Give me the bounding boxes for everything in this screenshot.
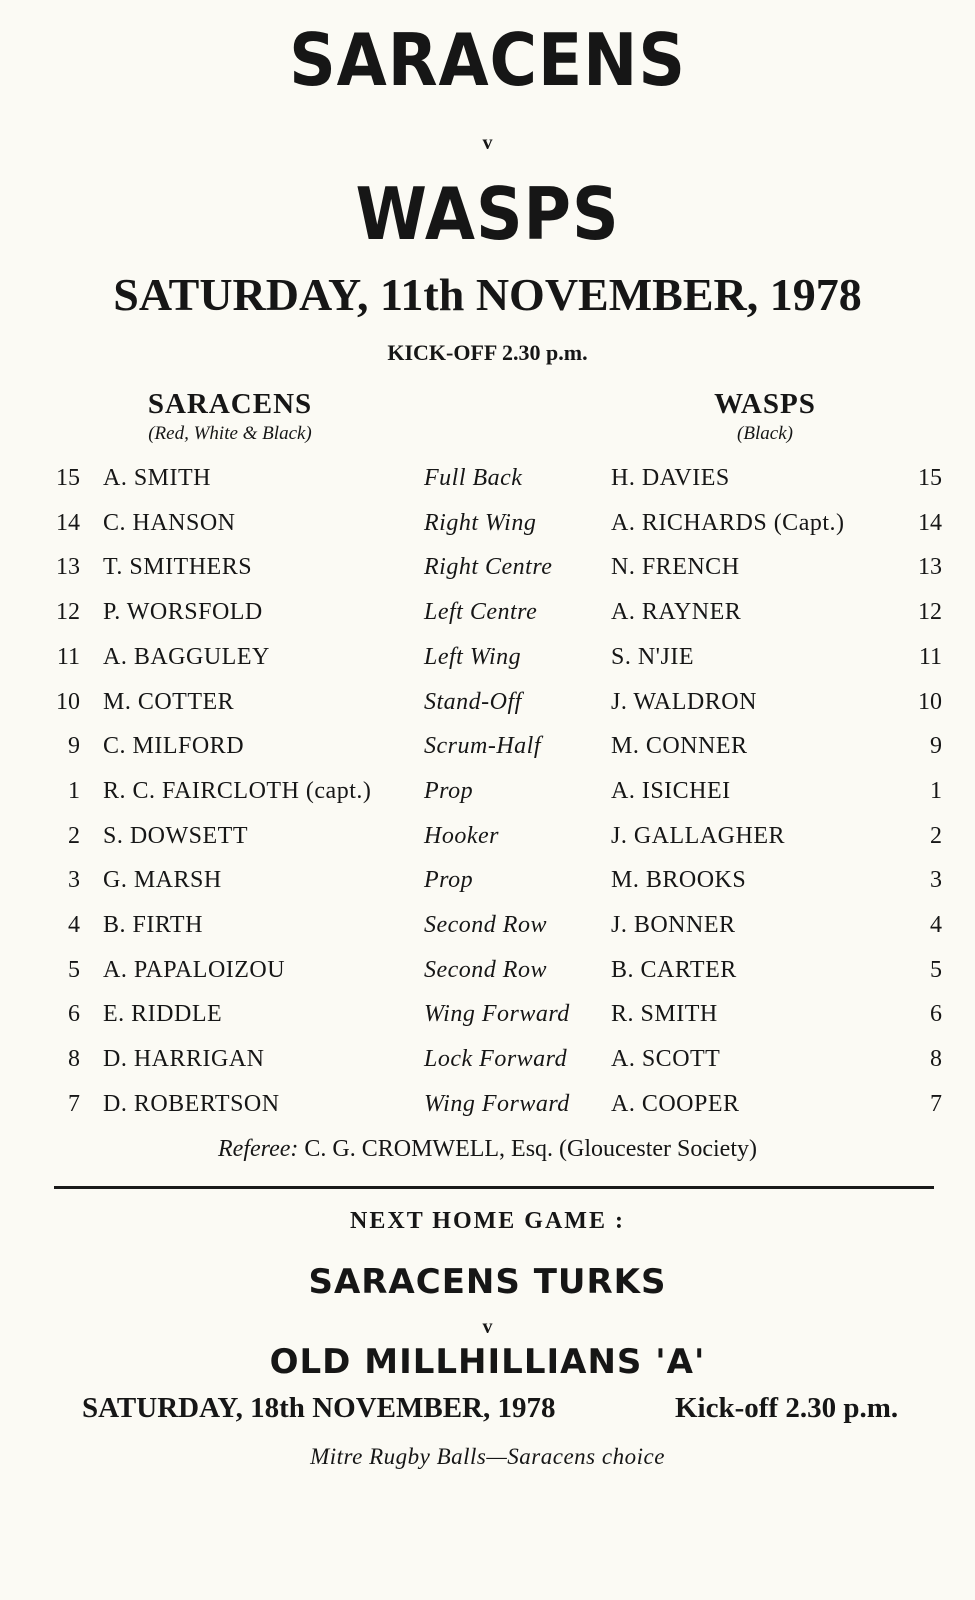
- player-position: Stand-Off: [424, 689, 522, 715]
- home-player-name: T. SMITHERS: [103, 554, 253, 580]
- away-shirt-number: 1: [930, 778, 942, 804]
- home-shirt-number: 13: [56, 554, 80, 580]
- kickoff-time: KICK-OFF 2.30 p.m.: [387, 340, 588, 365]
- away-shirt-number: 10: [918, 689, 942, 715]
- next-game-home-team: SARACENS TURKS: [308, 1262, 667, 1302]
- home-team-title: SARACENS: [289, 18, 686, 102]
- home-shirt-number: 7: [68, 1091, 80, 1117]
- lineup-row: [0, 1046, 975, 1090]
- home-player-name: M. COTTER: [103, 689, 235, 715]
- next-game-versus: v: [482, 1316, 493, 1338]
- home-player-name: D. HARRIGAN: [103, 1046, 265, 1072]
- player-position: Prop: [424, 778, 474, 804]
- referee-label: Referee:: [218, 1136, 299, 1162]
- match-date: SATURDAY, 11th NOVEMBER, 1978: [113, 269, 862, 320]
- player-position: Wing Forward: [424, 1001, 570, 1027]
- player-position: Scrum-Half: [424, 733, 541, 759]
- away-shirt-number: 3: [930, 867, 942, 893]
- lineup-row: [0, 689, 975, 733]
- player-position: Left Wing: [424, 644, 522, 670]
- home-shirt-number: 8: [68, 1046, 80, 1072]
- away-shirt-number: 13: [918, 554, 942, 580]
- away-shirt-number: 9: [930, 733, 942, 759]
- home-shirt-number: 4: [68, 912, 80, 938]
- next-game-kickoff: Kick-off 2.30 p.m.: [675, 1392, 899, 1424]
- lineup-row: [0, 465, 975, 509]
- next-game-label: NEXT HOME GAME :: [350, 1208, 625, 1234]
- away-shirt-number: 11: [918, 644, 942, 670]
- home-team-name: SARACENS: [147, 388, 313, 420]
- player-position: Hooker: [424, 823, 499, 849]
- home-shirt-number: 9: [68, 733, 80, 759]
- home-shirt-number: 14: [56, 510, 80, 536]
- divider-rule: [54, 1186, 934, 1189]
- lineup-row: [0, 1001, 975, 1045]
- player-position: Full Back: [424, 465, 523, 491]
- home-shirt-number: 1: [68, 778, 80, 804]
- home-player-name: D. ROBERTSON: [103, 1091, 280, 1117]
- home-player-name: R. C. FAIRCLOTH (capt.): [103, 778, 372, 804]
- player-position: Lock Forward: [424, 1046, 568, 1072]
- next-game-date: SATURDAY, 18th NOVEMBER, 1978: [82, 1392, 556, 1424]
- home-player-name: A. SMITH: [103, 465, 212, 491]
- home-player-name: B. FIRTH: [103, 912, 203, 938]
- away-shirt-number: 12: [918, 599, 942, 625]
- away-player-name: R. SMITH: [611, 1001, 718, 1027]
- referee-name: C. G. CROMWELL, Esq. (Gloucester Society): [304, 1136, 757, 1162]
- home-team-header: [80, 388, 380, 445]
- lineup-row: [0, 823, 975, 867]
- home-player-name: C. MILFORD: [103, 733, 245, 759]
- away-team-name: WASPS: [714, 388, 816, 420]
- player-position: Second Row: [424, 912, 547, 938]
- home-player-name: A. PAPALOIZOU: [103, 957, 286, 983]
- away-player-name: B. CARTER: [611, 957, 737, 983]
- lineup-row: [0, 510, 975, 554]
- away-shirt-number: 2: [930, 823, 942, 849]
- away-player-name: A. SCOTT: [611, 1046, 721, 1072]
- away-shirt-number: 4: [930, 912, 942, 938]
- away-shirt-number: 6: [930, 1001, 942, 1027]
- player-position: Prop: [424, 867, 474, 893]
- away-shirt-number: 5: [930, 957, 942, 983]
- away-player-name: J. GALLAGHER: [611, 823, 785, 849]
- away-player-name: S. N'JIE: [611, 644, 694, 670]
- away-team-colours: (Black): [737, 423, 793, 444]
- player-position: Left Centre: [424, 599, 538, 625]
- sponsor-footer: Mitre Rugby Balls—Saracens choice: [310, 1444, 665, 1469]
- lineup-row: [0, 733, 975, 777]
- lineup-row: [0, 644, 975, 688]
- home-player-name: A. BAGGULEY: [103, 644, 270, 670]
- away-player-name: M. BROOKS: [611, 867, 747, 893]
- home-shirt-number: 3: [68, 867, 80, 893]
- home-shirt-number: 12: [56, 599, 80, 625]
- home-shirt-number: 5: [68, 957, 80, 983]
- player-position: Right Centre: [424, 554, 553, 580]
- versus-label: v: [482, 132, 493, 154]
- away-shirt-number: 8: [930, 1046, 942, 1072]
- away-player-name: A. ISICHEI: [611, 778, 731, 804]
- player-position: Wing Forward: [424, 1091, 570, 1117]
- home-player-name: C. HANSON: [103, 510, 236, 536]
- home-shirt-number: 6: [68, 1001, 80, 1027]
- away-player-name: J. BONNER: [611, 912, 736, 938]
- lineup-row: [0, 778, 975, 822]
- home-team-colours: (Red, White & Black): [148, 423, 312, 444]
- home-player-name: P. WORSFOLD: [103, 599, 263, 625]
- lineup-row: [0, 867, 975, 911]
- home-shirt-number: 2: [68, 823, 80, 849]
- home-shirt-number: 11: [56, 644, 80, 670]
- home-player-name: G. MARSH: [103, 867, 222, 893]
- lineup-row: [0, 957, 975, 1001]
- home-player-name: S. DOWSETT: [103, 823, 248, 849]
- home-shirt-number: 15: [56, 465, 80, 491]
- next-game-away-team: OLD MILLHILLIANS 'A': [269, 1342, 706, 1382]
- away-player-name: J. WALDRON: [611, 689, 757, 715]
- away-player-name: A. COOPER: [611, 1091, 740, 1117]
- away-player-name: A. RICHARDS (Capt.): [611, 510, 845, 536]
- home-shirt-number: 10: [56, 689, 80, 715]
- lineup-row: [0, 554, 975, 598]
- away-team-title: WASPS: [355, 172, 620, 256]
- player-position: Right Wing: [424, 510, 537, 536]
- lineup-row: [0, 599, 975, 643]
- away-shirt-number: 14: [918, 510, 942, 536]
- away-team-header: [630, 388, 900, 445]
- away-shirt-number: 15: [918, 465, 942, 491]
- lineup-row: [0, 1091, 975, 1135]
- away-player-name: A. RAYNER: [611, 599, 742, 625]
- lineup-row: [0, 912, 975, 956]
- player-position: Second Row: [424, 957, 547, 983]
- away-player-name: M. CONNER: [611, 733, 748, 759]
- away-player-name: N. FRENCH: [611, 554, 740, 580]
- referee-line: [0, 1136, 975, 1163]
- away-player-name: H. DAVIES: [611, 465, 730, 491]
- away-shirt-number: 7: [930, 1091, 942, 1117]
- home-player-name: E. RIDDLE: [103, 1001, 223, 1027]
